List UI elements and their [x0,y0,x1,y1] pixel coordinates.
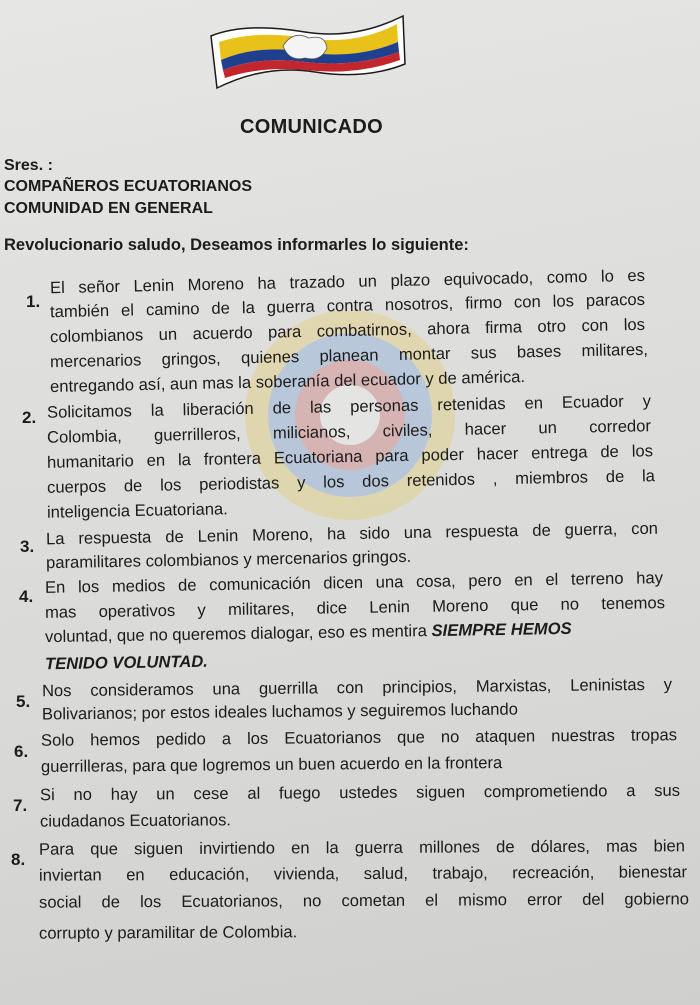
item-line: guerrilleras, para que logremos un buen acuerdo en la frontera [40,752,503,777]
item-line: corrupto y paramilitar de Colombia. [38,922,298,943]
item-line: Colombia, guerrilleros, milicianos, civiles, hacer un corredor [46,416,652,447]
item-number: 1. [26,292,41,311]
item-line: Para que siguen invirtiendo en la guerra millones de dólares, mas bien [38,836,686,859]
item-number: 4. [19,587,34,606]
item-line: inviertan en educación, vivienda, salud, trabajo, recreación, bienestar [38,862,688,885]
item-line: La respuesta de Lenin Moreno, ha sido una respuesta de guerra, con [45,518,659,549]
item-line: El señor Lenin Moreno ha trazado un plazo equivocado, como lo es [49,265,646,298]
item-number: 2. [22,408,37,427]
emphasis-text: TENIDO VOLUNTAD. [44,651,208,674]
item-line: Si no hay un cese al fuego ustedes siguen comprometiendo a sus [39,780,681,805]
item-number: 3. [20,537,35,556]
item-line: paramilitares colombianos y mercenarios gringos. [45,546,412,573]
item-line: colombianos un acuerdo para combatirnos, ahora firma otro con los [49,314,646,347]
item-number: 6. [14,742,29,761]
salutation: Sres. : [4,157,53,174]
flag-logo [205,8,410,92]
recipient-line-2: COMUNIDAD EN GENERAL [4,200,213,217]
emphasis-text: SIEMPRE HEMOS [431,618,572,641]
item-line: Nos consideramos una guerrilla con principios, Marxistas, Leninistas y [41,674,673,701]
document-title: COMUNICADO [240,116,383,138]
item-line: social de los Ecuatorianos, no cometan el mismo error del gobierno [38,889,690,912]
item-line: En los medios de comunicación dicen una cosa, pero en el terreno hay [44,568,664,597]
recipient-line-1: COMPAÑEROS ECUATORIANOS [4,178,253,195]
item-number: 8. [11,850,26,869]
item-line-text: voluntad, que no queremos dialogar, eso es mentira [44,621,432,647]
item-line: entregando así, aun mas la soberanía del ecuador y de américa. [49,367,526,396]
item-line: humanitario en la frontera Ecuatoriana para poder hacer entrega de los [46,441,654,472]
item-line: cuerpos de los periodistas y los dos retenidos , miembros de la [46,466,656,497]
item-line: mercenarios gringos, quienes planean montar sus bases militares, [49,339,649,372]
item-line: Bolivarianos; por estos ideales luchamos y seguiremos luchando [41,699,519,724]
item-line: mas operativos y militares, dice Lenin Moreno que no tenemos [44,593,666,622]
item-line: ciudadanos Ecuatorianos. [39,810,232,831]
item-line [44,618,572,647]
item-line: inteligencia Ecuatoriana. [46,499,228,522]
item-number: 7. [13,796,28,815]
item-line: Solo hemos pedido a los Ecuatorianos que no ataquen nuestras tropas [40,725,678,750]
item-line: Solicitamos la liberación de las personas retenidas en Ecuador y [46,391,652,422]
item-number: 5. [16,692,31,711]
item-line: también el camino de la guerra contra nosotros, firmo con los paracos [49,289,646,322]
greeting: Revolucionario saludo, Deseamos informarles lo siguiente: [4,236,469,254]
